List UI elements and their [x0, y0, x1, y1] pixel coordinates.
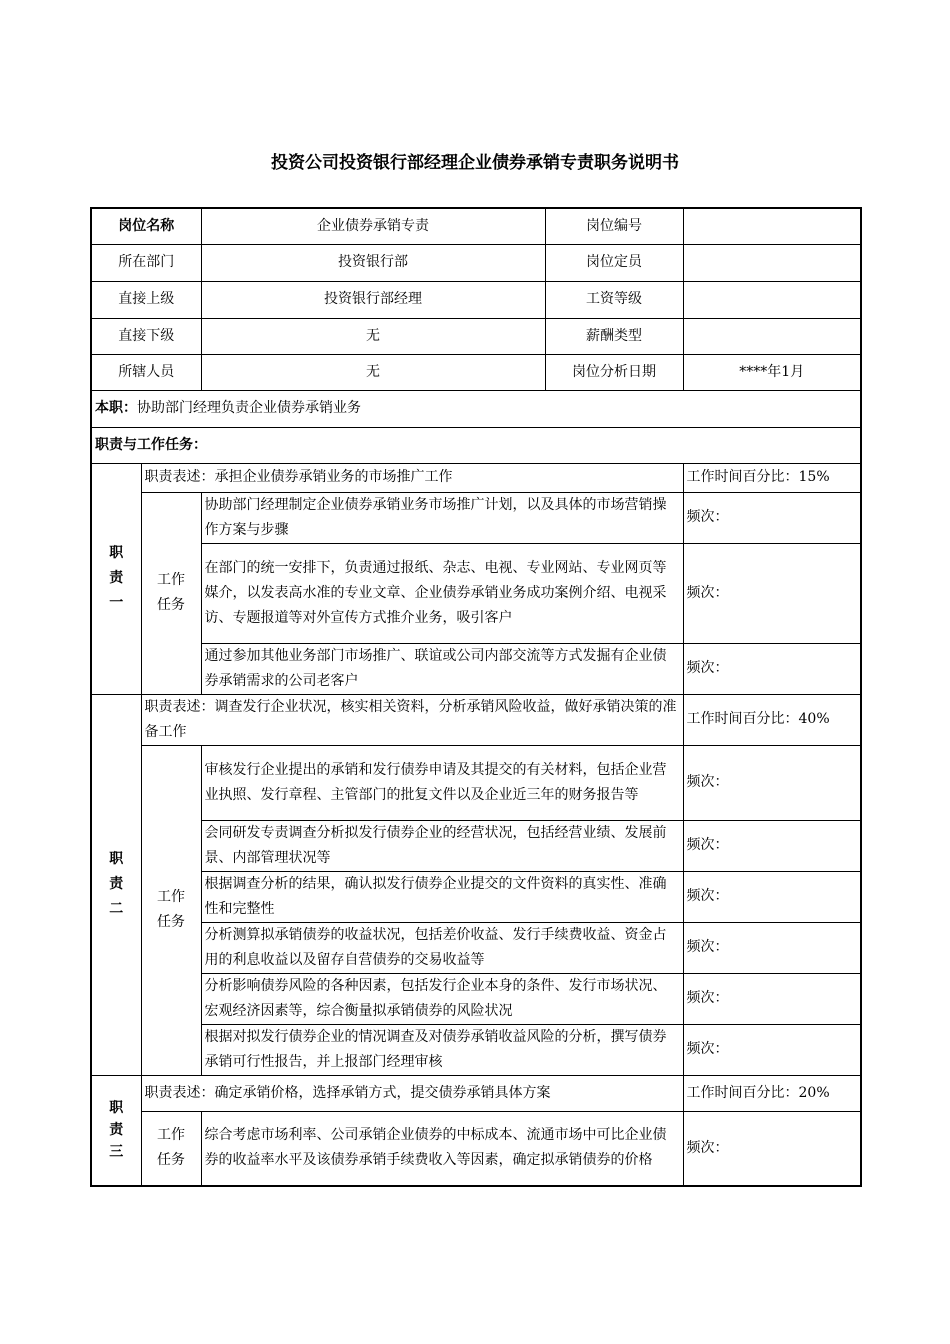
position-code-label: 岗位编号 — [545, 208, 683, 244]
subordinate-label: 直接下级 — [91, 318, 201, 354]
pay-type-value — [683, 318, 861, 354]
superior-value: 投资银行部经理 — [201, 281, 545, 318]
dept-value: 投资银行部 — [201, 244, 545, 281]
duty-2-task-5-freq: 频次： — [683, 973, 861, 1024]
duty-1-task-1-freq: 频次： — [683, 492, 861, 543]
job-description-table — [90, 207, 862, 1187]
task-row — [91, 1024, 861, 1075]
duty-1-task-3: 通过参加其他业务部门市场推广、联谊或公司内部交流等方式发掘有企业债券承销需求的公司老客户 — [201, 643, 683, 694]
duty-3-task-1: 综合考虑市场利率、公司承销企业债券的中标成本、流通市场中可比企业债券的收益率水平及该债券承销手续费收入等因素，确定拟承销债券的价格 — [201, 1111, 683, 1186]
analysis-date-value: ****年1月 — [683, 354, 861, 390]
duty-2-task-2: 会同研发专责调查分析拟发行债券企业的经营状况，包括经营业绩、发展前景、内部管理状况等 — [201, 820, 683, 871]
duty-desc-row — [91, 694, 861, 745]
duty-2-task-4: 分析测算拟承销债券的收益状况，包括差价收益、发行手续费收益、资金占用的利息收益以及留存自营债券的交易收益等 — [201, 922, 683, 973]
info-row — [91, 208, 861, 244]
task-row — [91, 973, 861, 1024]
info-row — [91, 318, 861, 354]
salary-grade-label: 工资等级 — [545, 281, 683, 318]
duty-1-task-1: 协助部门经理制定企业债券承销业务市场推广计划，以及具体的市场营销操作方案与步骤 — [201, 492, 683, 543]
task-row — [91, 643, 861, 694]
task-row — [91, 871, 861, 922]
pay-type-label: 薪酬类型 — [545, 318, 683, 354]
page-title: 投资公司投资银行部经理企业债券承销专责职务说明书 — [271, 153, 679, 173]
task-row — [91, 922, 861, 973]
summary-row — [91, 390, 861, 427]
task-row — [91, 492, 861, 543]
duty-2-task-6-freq: 频次： — [683, 1024, 861, 1075]
salary-grade-value — [683, 281, 861, 318]
headcount-value — [683, 244, 861, 281]
position-name-value: 企业债券承销专责 — [201, 208, 545, 244]
duties-header-row — [91, 427, 861, 463]
duty-2-task-4-freq: 频次： — [683, 922, 861, 973]
duty-1-task-2: 在部门的统一安排下，负责通过报纸、杂志、电视、专业网站、专业网页等媒介，以发表高水准的专业文章、企业债券承销业务成功案例介绍、电视采访、专题报道等对外宣传方式推介业务，吸引客户 — [201, 543, 683, 643]
duty-1-desc: 职责表述：承担企业债券承销业务的市场推广工作 — [141, 463, 683, 492]
duty-2-task-label: 工作 任务 — [141, 745, 201, 1075]
duty-3-desc: 职责表述：确定承销价格，选择承销方式，提交债券承销具体方案 — [141, 1075, 683, 1111]
duty-2-task-3-freq: 频次： — [683, 871, 861, 922]
duty-2-desc: 职责表述：调查发行企业状况，核实相关资料，分析承销风险收益，做好承销决策的准备工作 — [141, 694, 683, 745]
duty-3-task-label: 工作 任务 — [141, 1111, 201, 1186]
position-name-label: 岗位名称 — [91, 208, 201, 244]
duty-3-task-1-freq: 频次： — [683, 1111, 861, 1186]
duty-2-percent: 工作时间百分比：40% — [683, 694, 861, 745]
headcount-label: 岗位定员 — [545, 244, 683, 281]
duty-2-task-1: 审核发行企业提出的承销和发行债券申请及其提交的有关材料，包括企业营业执照、发行章程、主管部门的批复文件以及企业近三年的财务报告等 — [201, 745, 683, 820]
duty-1-task-label: 工作 任务 — [141, 492, 201, 694]
task-row — [91, 745, 861, 820]
duty-2-name: 职 责 二 — [91, 694, 141, 1075]
duty-desc-row — [91, 1075, 861, 1111]
subordinate-value: 无 — [201, 318, 545, 354]
staff-label: 所辖人员 — [91, 354, 201, 390]
duty-2-task-1-freq: 频次： — [683, 745, 861, 820]
duty-1-percent: 工作时间百分比：15% — [683, 463, 861, 492]
summary-label: 本职： — [95, 400, 137, 416]
info-row — [91, 281, 861, 318]
duty-1-task-2-freq: 频次： — [683, 543, 861, 643]
task-row — [91, 543, 861, 643]
duty-desc-row — [91, 463, 861, 492]
position-code-value — [683, 208, 861, 244]
task-row — [91, 1111, 861, 1186]
summary-text: 协助部门经理负责企业债券承销业务 — [137, 400, 361, 416]
duty-2-task-3: 根据调查分析的结果，确认拟发行债券企业提交的文件资料的真实性、准确性和完整性 — [201, 871, 683, 922]
duty-2-task-2-freq: 频次： — [683, 820, 861, 871]
duty-2-task-5: 分析影响债券风险的各种因素，包括发行企业本身的条件、发行市场状况、宏观经济因素等，综合衡量拟承销债券的风险状况 — [201, 973, 683, 1024]
task-row — [91, 820, 861, 871]
info-row — [91, 354, 861, 390]
analysis-date-label: 岗位分析日期 — [545, 354, 683, 390]
duty-1-name: 职 责 一 — [91, 463, 141, 694]
duty-1-task-3-freq: 频次： — [683, 643, 861, 694]
duty-2-task-6: 根据对拟发行债券企业的情况调查及对债券承销收益风险的分析，撰写债券承销可行性报告，并上报部门经理审核 — [201, 1024, 683, 1075]
duty-3-name: 职 责 三 — [91, 1075, 141, 1186]
duty-3-percent: 工作时间百分比：20% — [683, 1075, 861, 1111]
staff-value: 无 — [201, 354, 545, 390]
info-row — [91, 244, 861, 281]
dept-label: 所在部门 — [91, 244, 201, 281]
duties-header: 职责与工作任务： — [91, 427, 861, 463]
superior-label: 直接上级 — [91, 281, 201, 318]
